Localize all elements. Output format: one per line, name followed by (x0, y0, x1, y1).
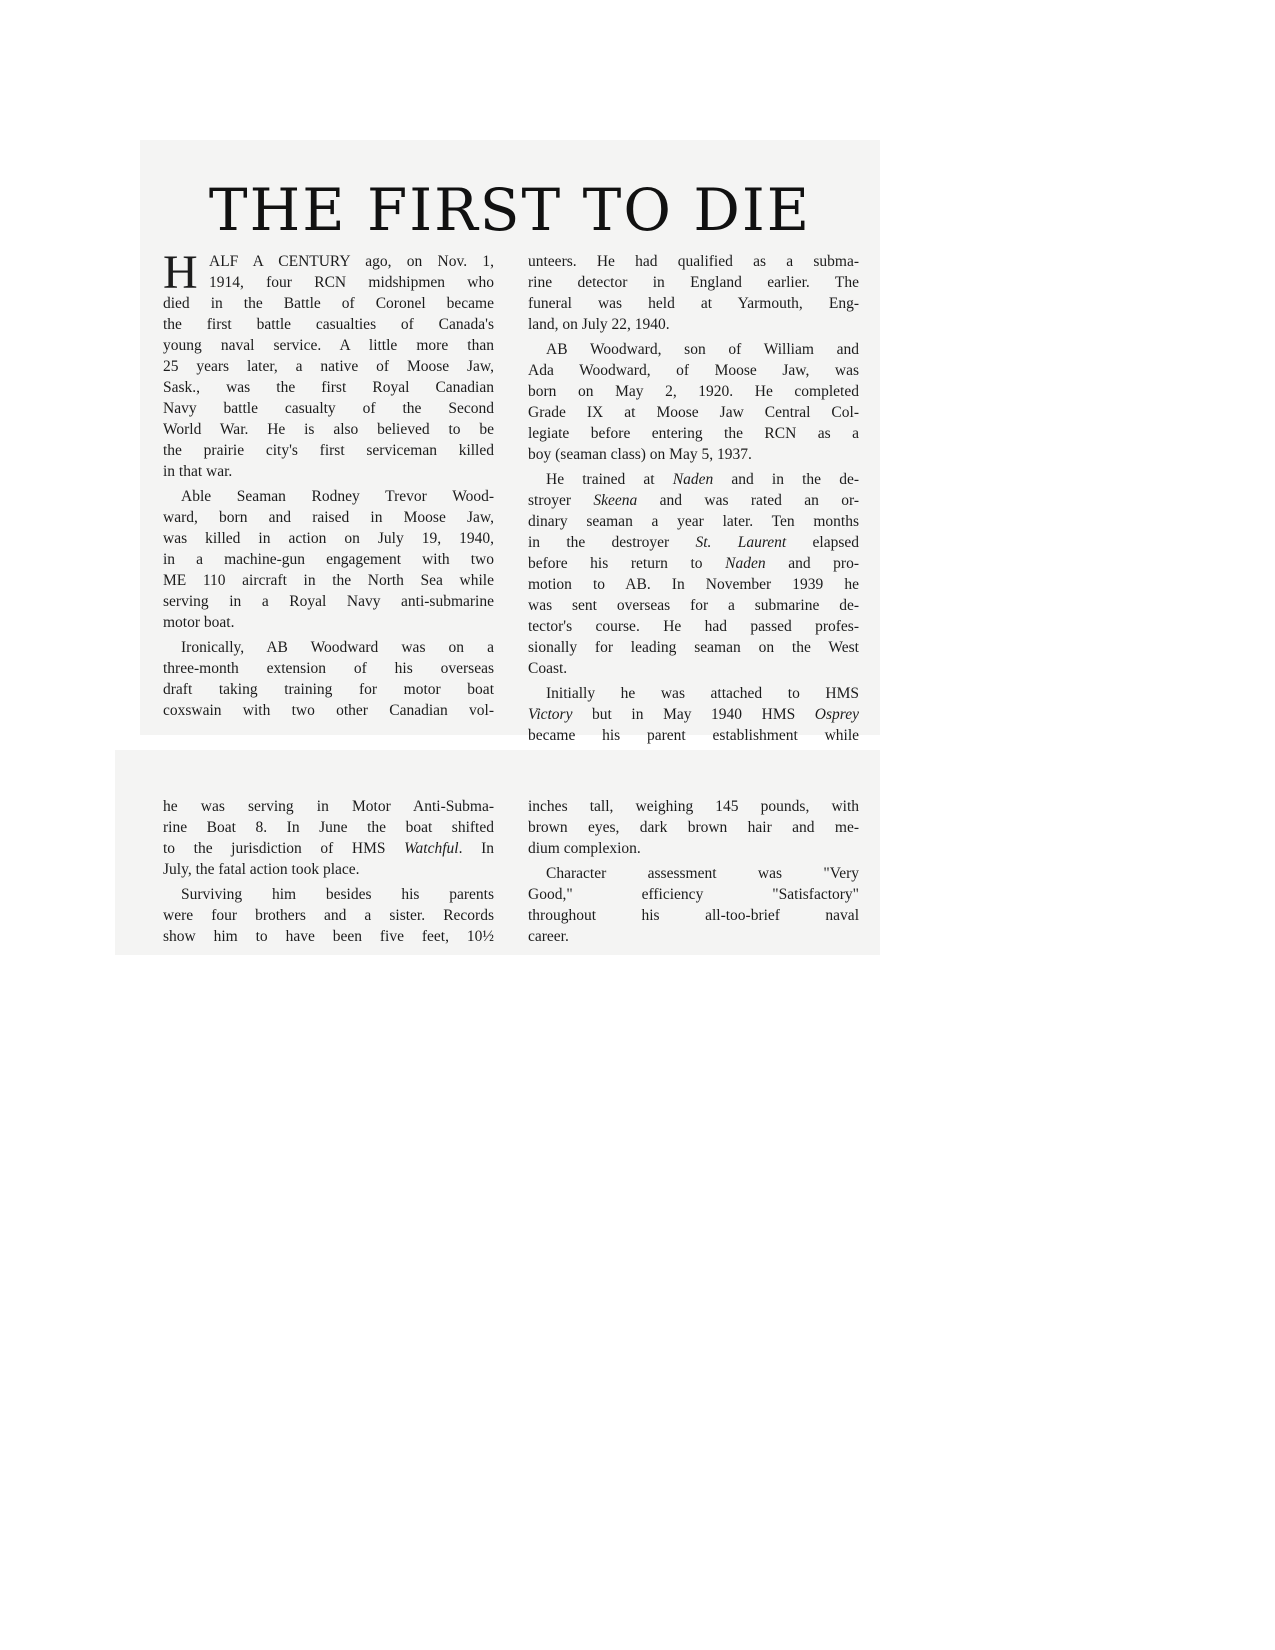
text-line: throughout his all-too-brief naval (528, 907, 859, 924)
article-title: THE FIRST TO DIE (208, 176, 812, 244)
text-line: motor boat. (163, 614, 235, 631)
text-line: he was serving in Motor Anti-Subma- (163, 798, 494, 815)
text-line: career. (528, 928, 569, 945)
paragraph (528, 796, 859, 859)
text-line: World War. He is also believed to be (163, 421, 494, 438)
text-line: in a machine-gun engagement with two (163, 551, 494, 568)
text-line: Surviving him besides his parents (181, 886, 494, 903)
text-line: July, the fatal action took place. (163, 861, 360, 878)
text-line: ward, born and raised in Moose Jaw, (163, 509, 494, 526)
text-line: legiate before entering the RCN as a (528, 425, 859, 442)
text-line: land, on July 22, 1940. (528, 316, 670, 333)
text-line: unteers. He had qualified as a subma- (528, 253, 859, 270)
paragraph (163, 637, 494, 721)
text-line: rine detector in England earlier. The (528, 274, 859, 291)
text-line: Grade IX at Moose Jaw Central Col- (528, 404, 859, 421)
text-line: AB Woodward, son of William and (546, 341, 859, 358)
text-line: tector's course. He had passed profes- (528, 618, 859, 635)
text-line: ALF A CENTURY ago, on Nov. 1, (209, 253, 494, 270)
text-line: funeral was held at Yarmouth, Eng- (528, 295, 859, 312)
section-2-column-1 (163, 796, 494, 951)
text-line: was sent overseas for a submarine de- (528, 597, 859, 614)
text-line: coxswain with two other Canadian vol- (163, 702, 494, 719)
text-line: stroyer Skeena and was rated an or- (528, 492, 859, 509)
section-1-column-1 (163, 251, 494, 725)
text-line: before his return to Naden and pro- (528, 555, 859, 572)
section-2-column-2 (528, 796, 859, 951)
text-line: three-month extension of his overseas (163, 660, 494, 677)
text-line: dinary seaman a year later. Ten months (528, 513, 859, 530)
text-line: Navy battle casualty of the Second (163, 400, 494, 417)
text-line: were four brothers and a sister. Records (163, 907, 494, 924)
text-line: motion to AB. In November 1939 he (528, 576, 859, 593)
paragraph (528, 863, 859, 947)
text-line: Ironically, AB Woodward was on a (181, 639, 494, 656)
text-line: in the destroyer St. Laurent elapsed (528, 534, 859, 551)
text-line: Coast. (528, 660, 568, 677)
text-line: He trained at Naden and in the de- (546, 471, 859, 488)
text-line: born on May 2, 1920. He completed (528, 383, 859, 400)
text-line: died in the Battle of Coronel became (163, 295, 494, 312)
paragraph (163, 486, 494, 633)
paragraph (163, 796, 494, 880)
text-line: Able Seaman Rodney Trevor Wood- (181, 488, 494, 505)
text-line: boy (seaman class) on May 5, 1937. (528, 446, 752, 463)
text-line: sionally for leading seaman on the West (528, 639, 859, 656)
text-line: inches tall, weighing 145 pounds, with (528, 798, 859, 815)
paragraph (528, 469, 859, 679)
paragraph (528, 683, 859, 746)
text-line: draft taking training for motor boat (163, 681, 494, 698)
text-line: ME 110 aircraft in the North Sea while (163, 572, 494, 589)
paragraph (528, 251, 859, 335)
text-line: became his parent establishment while (528, 727, 859, 744)
text-line: Good," efficiency "Satisfactory" (528, 886, 859, 903)
drop-cap: H (163, 253, 198, 293)
text-line: serving in a Royal Navy anti-submarine (163, 593, 494, 610)
text-line: Ada Woodward, of Moose Jaw, was (528, 362, 859, 379)
text-line: the first battle casualties of Canada's (163, 316, 494, 333)
paragraph (528, 339, 859, 465)
text-line: was killed in action on July 19, 1940, (163, 530, 494, 547)
text-line: 25 years later, a native of Moose Jaw, (163, 358, 494, 375)
text-line: to the jurisdiction of HMS Watchful. In (163, 840, 494, 857)
text-line: Victory but in May 1940 HMS Osprey (528, 706, 859, 723)
text-line: Sask., was the first Royal Canadian (163, 379, 494, 396)
text-line: rine Boat 8. In June the boat shifted (163, 819, 494, 836)
text-line: brown eyes, dark brown hair and me- (528, 819, 859, 836)
paragraph (163, 884, 494, 947)
text-line: show him to have been five feet, 10½ (163, 928, 494, 945)
text-line: dium complexion. (528, 840, 641, 857)
section-1-column-2 (528, 251, 859, 750)
text-line: Character assessment was "Very (546, 865, 859, 882)
text-line: 1914, four RCN midshipmen who (209, 274, 494, 291)
text-line: the prairie city's first serviceman killed (163, 442, 494, 459)
text-line: young naval service. A little more than (163, 337, 494, 354)
text-line: in that war. (163, 463, 233, 480)
paragraph (163, 251, 494, 482)
text-line: Initially he was attached to HMS (546, 685, 859, 702)
